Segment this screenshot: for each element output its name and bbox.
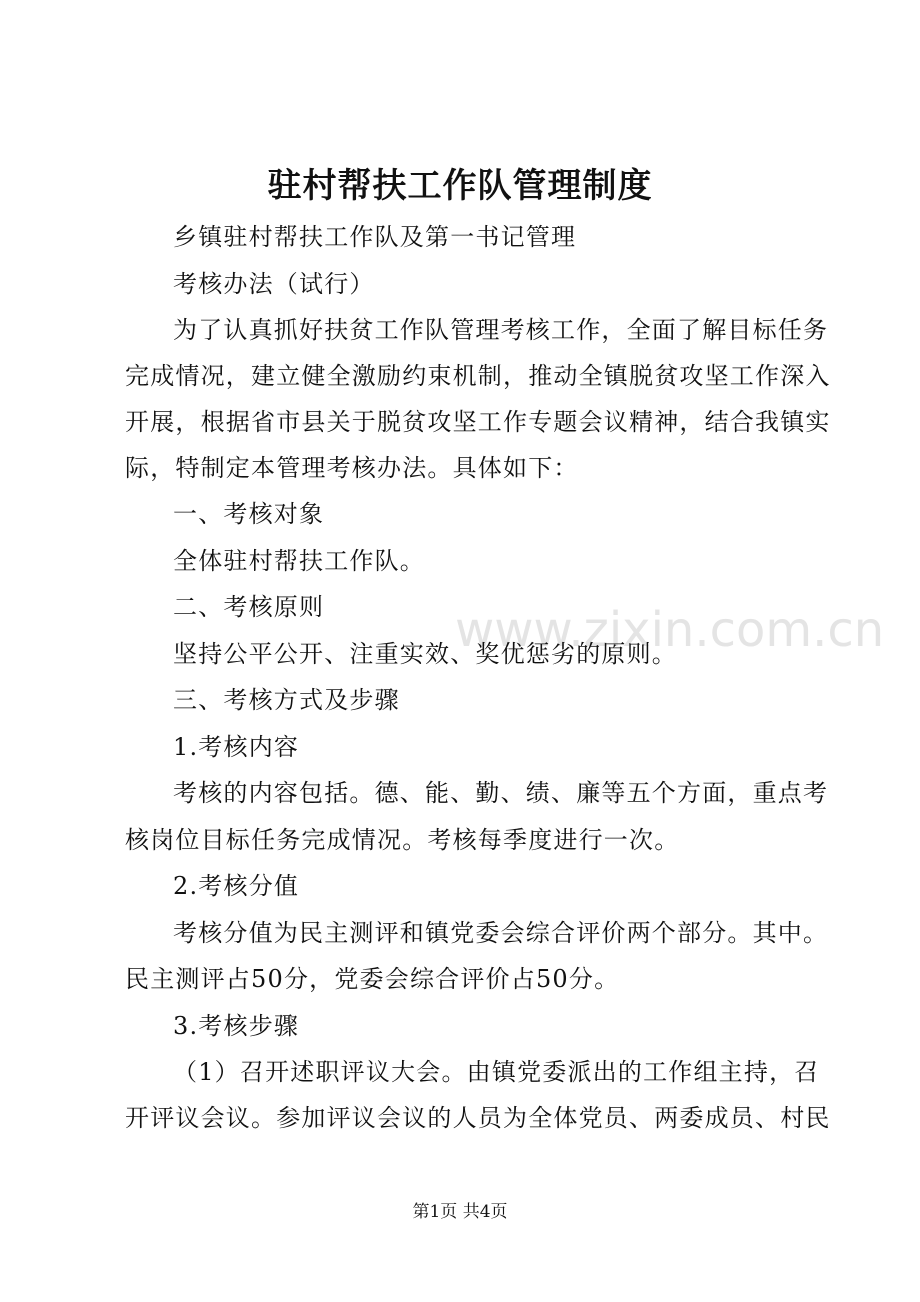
page-footer: 第1页 共4页 bbox=[412, 1202, 508, 1222]
subtitle-line-2: 考核办法（试行） bbox=[173, 270, 375, 298]
section-heading: 一、考核对象 bbox=[173, 500, 325, 528]
paragraph-line: 核岗位目标任务完成情况。考核每季度进行一次。 bbox=[125, 826, 680, 854]
subtitle-line-1: 乡镇驻村帮扶工作队及第一书记管理 bbox=[173, 223, 577, 251]
paragraph-line: （1）召开述职评议大会。由镇党委派出的工作组主持，召 bbox=[173, 1058, 820, 1086]
paragraph-line: 开展，根据省市县关于脱贫攻坚工作专题会议精神，结合我镇实 bbox=[125, 408, 831, 436]
paragraph-line: 为了认真抓好扶贫工作队管理考核工作，全面了解目标任务 bbox=[173, 316, 829, 344]
paragraph-line: 民主测评占50分，党委会综合评价占50分。 bbox=[125, 965, 620, 993]
subsection-heading: 3.考核步骤 bbox=[173, 1012, 300, 1040]
paragraph-line: 全体驻村帮扶工作队。 bbox=[173, 547, 425, 575]
subsection-heading: 2.考核分值 bbox=[173, 872, 300, 900]
paragraph-line: 际，特制定本管理考核办法。具体如下： bbox=[125, 454, 579, 482]
subsection-heading: 1.考核内容 bbox=[173, 733, 300, 761]
document-title: 驻村帮扶工作队管理制度 bbox=[267, 166, 653, 206]
section-heading: 二、考核原则 bbox=[173, 593, 325, 621]
watermark: www.zixin.com.cn bbox=[455, 602, 885, 658]
paragraph-line: 开评议会议。参加评议会议的人员为全体党员、两委成员、村民 bbox=[125, 1104, 831, 1132]
paragraph-line: 考核分值为民主测评和镇党委会综合评价两个部分。其中。 bbox=[173, 919, 829, 947]
paragraph-line: 考核的内容包括。德、能、勤、绩、廉等五个方面，重点考 bbox=[173, 779, 829, 807]
paragraph-line: 完成情况，建立健全激励约束机制，推动全镇脱贫攻坚工作深入 bbox=[125, 362, 831, 390]
section-heading: 三、考核方式及步骤 bbox=[173, 686, 400, 714]
paragraph-line: 坚持公平公开、注重实效、奖优惩劣的原则。 bbox=[173, 640, 677, 668]
